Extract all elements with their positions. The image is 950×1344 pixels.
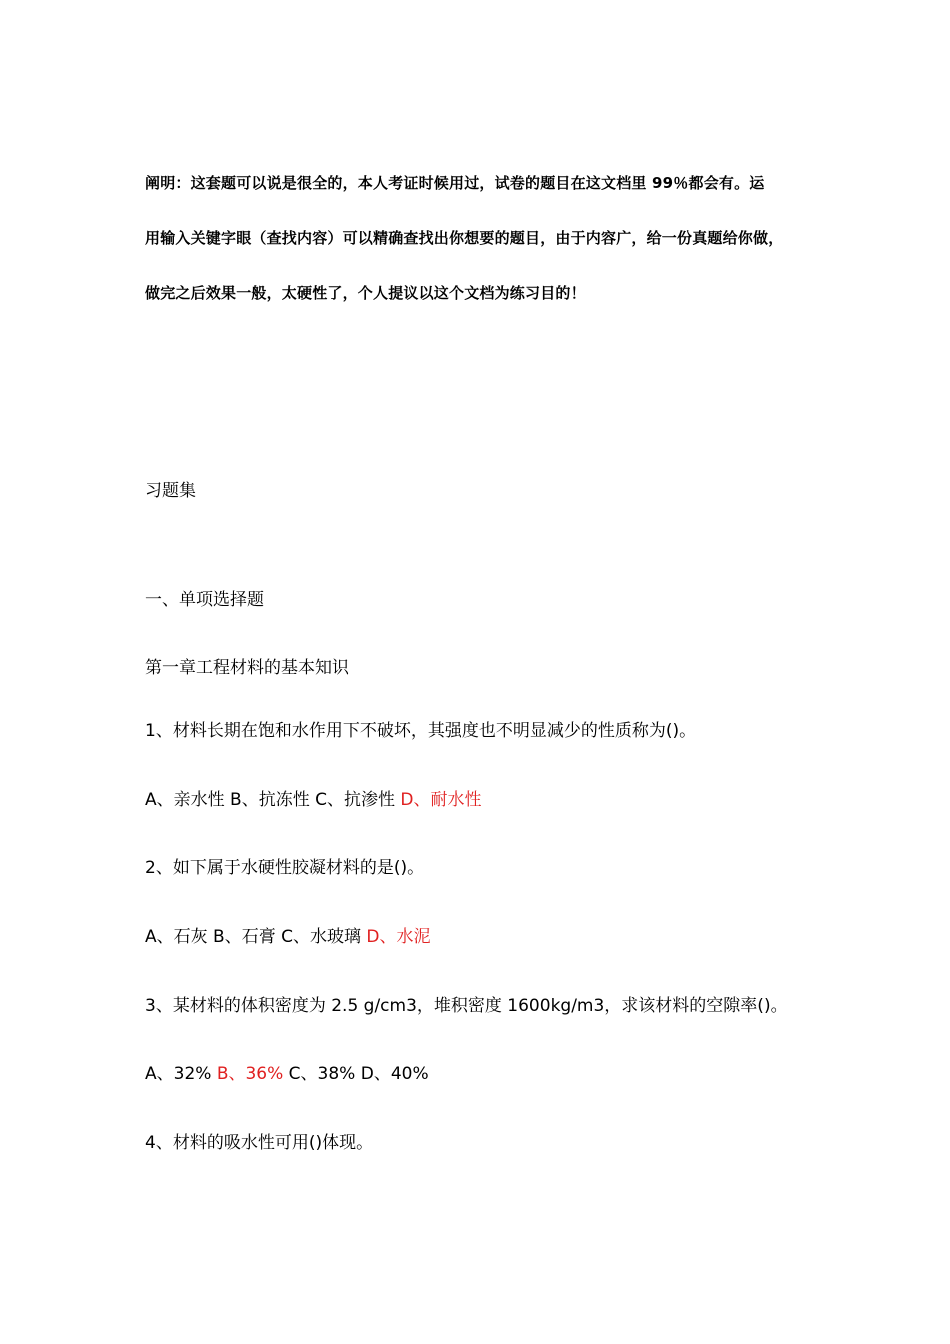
question-options <box>145 785 481 810</box>
question-stem: 2、如下属于水硬性胶凝材料的是()。 <box>145 858 425 878</box>
notice-line-3: 做完之后效果一般，太硬性了，个人提议以这个文档为练习目的！ <box>145 284 586 302</box>
section-title: 一、单项选择题 <box>145 590 264 610</box>
options-text: A、32% <box>145 1064 217 1084</box>
heading: 习题集 <box>145 481 196 501</box>
correct-answer: B、36% <box>216 1064 284 1084</box>
question-options <box>145 1059 429 1084</box>
correct-answer: D、水泥 <box>366 927 431 947</box>
question-stem: 3、某材料的体积密度为 2.5 g/cm3，堆积密度 1600kg/m3，求该材料的空隙率()。 <box>145 996 788 1016</box>
question-stem: 1、材料长期在饱和水作用下不破坏，其强度也不明显减少的性质称为()。 <box>145 721 697 741</box>
correct-answer: D、耐水性 <box>400 790 482 810</box>
notice-line-2: 用输入关键字眼（查找内容）可以精确查找出你想要的题目，由于内容广，给一份真题给你做， <box>145 229 784 247</box>
chapter-title: 第一章工程材料的基本知识 <box>145 658 349 678</box>
question-stem: 4、材料的吸水性可用()体现。 <box>145 1133 374 1153</box>
notice-line-1: 阐明：这套题可以说是很全的，本人考证时候用过，试卷的题目在这文档里 99％都会有。运 <box>145 174 765 192</box>
question-options <box>145 922 430 947</box>
options-text: A、亲水性 B、抗冻性 C、抗渗性 <box>145 790 401 810</box>
options-text: A、石灰 B、石膏 C、水玻璃 <box>145 927 367 947</box>
options-text-after: C、38% D、40% <box>283 1064 429 1084</box>
